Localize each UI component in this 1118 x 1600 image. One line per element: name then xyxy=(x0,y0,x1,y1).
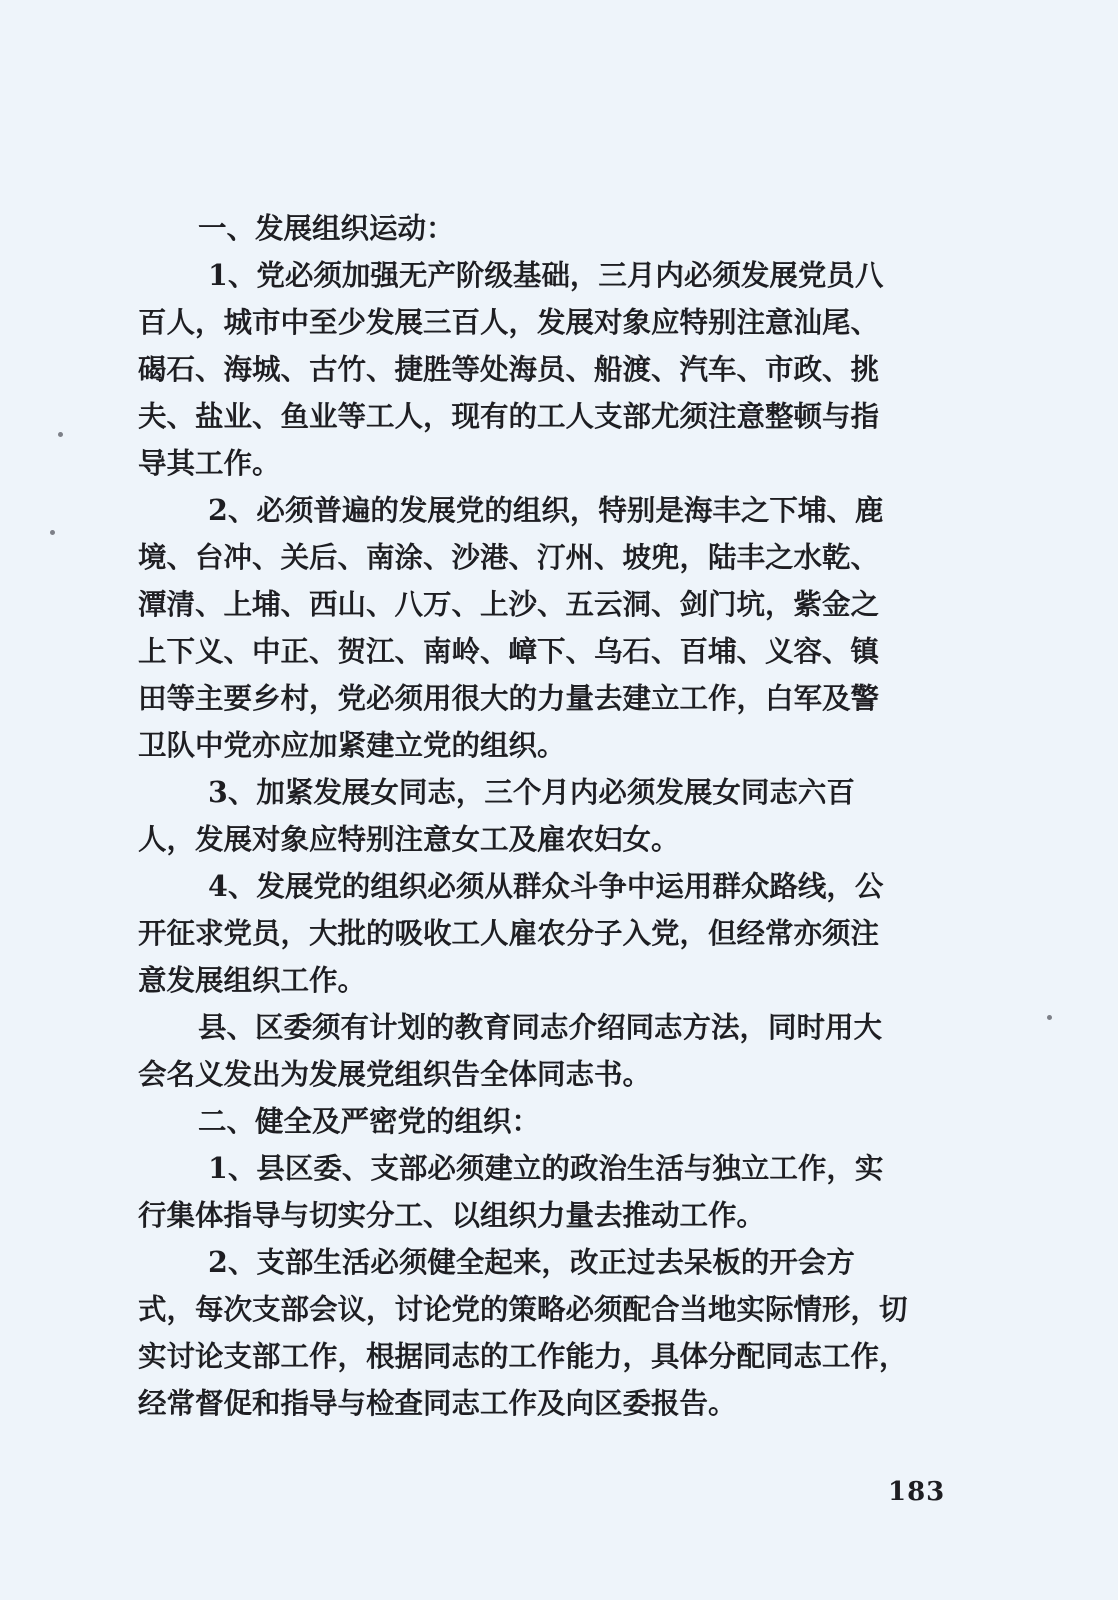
text-line: 夫、盐业、鱼业等工人，现有的工人支部尤须注意整顿与指 xyxy=(138,399,880,433)
text-line: 境、台冲、关后、南涂、沙港、汀州、坡兜，陆丰之水乾、 xyxy=(138,540,880,574)
text-line: 会名义发出为发展党组织告全体同志书。 xyxy=(138,1057,652,1091)
text-line: 2、支部生活必须健全起来，改正过去呆板的开会方 xyxy=(208,1245,855,1279)
paragraph xyxy=(138,769,993,863)
text-line: 上下义、中正、贺江、南岭、嶂下、乌石、百埔、义容、镇 xyxy=(138,634,880,668)
text-line: 田等主要乡村，党必须用很大的力量去建立工作，白军及警 xyxy=(138,681,880,715)
paragraph xyxy=(138,1145,993,1239)
scan-speck xyxy=(50,530,55,535)
text-line: 行集体指导与切实分工、以组织力量去推动工作。 xyxy=(138,1198,766,1232)
section-heading: 二、健全及严密党的组织： xyxy=(198,1104,541,1138)
section-heading: 一、发展组织运动： xyxy=(198,211,455,245)
scan-speck xyxy=(58,432,63,437)
paragraph xyxy=(138,1239,993,1427)
text-line: 式，每次支部会议，讨论党的策略必须配合当地实际情形，切 xyxy=(138,1292,908,1326)
paragraph xyxy=(138,487,993,769)
text-line: 卫队中党亦应加紧建立党的组织。 xyxy=(138,728,566,762)
text-line: 开征求党员，大批的吸收工人雇农分子入党，但经常亦须注 xyxy=(138,916,880,950)
text-line: 3、加紧发展女同志，三个月内必须发展女同志六百 xyxy=(208,775,855,809)
text-line: 导其工作。 xyxy=(138,446,281,480)
paragraph xyxy=(138,1004,993,1098)
text-line: 1、党必须加强无产阶级基础，三月内必须发展党员八 xyxy=(208,258,884,292)
text-line: 百人，城市中至少发展三百人，发展对象应特别注意汕尾、 xyxy=(138,305,880,339)
text-line: 县、区委须有计划的教育同志介绍同志方法，同时用大 xyxy=(198,1010,883,1044)
text-line: 实讨论支部工作，根据同志的工作能力，具体分配同志工作， xyxy=(138,1339,908,1373)
text-line: 潭清、上埔、西山、八万、上沙、五云洞、剑门坑，紫金之 xyxy=(138,587,880,621)
page-number: 183 xyxy=(888,1477,946,1507)
scan-speck xyxy=(1047,1015,1052,1020)
text-line: 经常督促和指导与检查同志工作及向区委报告。 xyxy=(138,1386,737,1420)
text-line: 碣石、海城、古竹、捷胜等处海员、船渡、汽车、市政、挑 xyxy=(138,352,880,386)
text-line: 意发展组织工作。 xyxy=(138,963,367,997)
document-body xyxy=(138,205,993,1427)
paragraph xyxy=(138,252,993,487)
text-line: 1、县区委、支部必须建立的政治生活与独立工作，实 xyxy=(208,1151,884,1185)
text-line: 2、必须普遍的发展党的组织，特别是海丰之下埔、鹿 xyxy=(208,493,884,527)
text-line: 4、发展党的组织必须从群众斗争中运用群众路线，公 xyxy=(208,869,884,903)
paragraph xyxy=(138,863,993,1004)
text-line: 人，发展对象应特别注意女工及雇农妇女。 xyxy=(138,822,680,856)
